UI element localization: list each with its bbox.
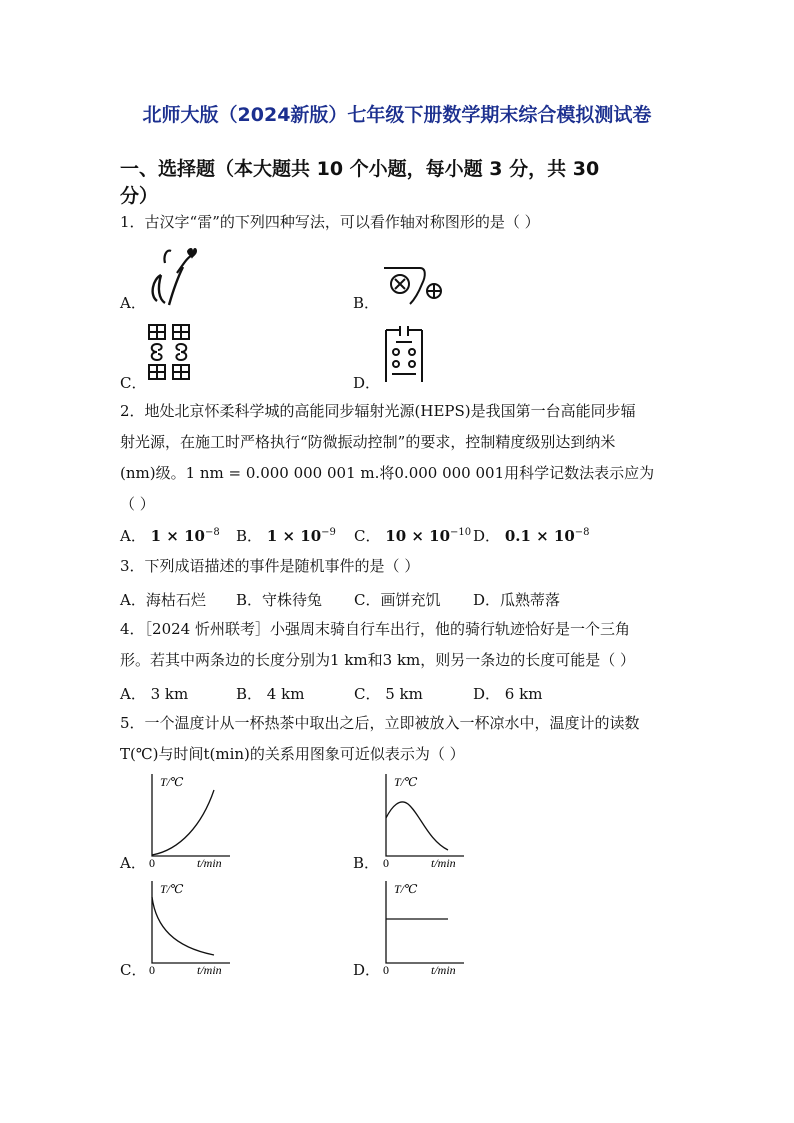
q4-stem [120,614,680,676]
graph-x-label: t/min [197,963,222,977]
graph-curve [386,802,448,850]
graph-origin-label: 0 [149,856,155,870]
q1-stem: 1．古汉字“雷”的下列四种写法，可以看作轴对称图形的是（ ） [120,213,540,231]
q4-option-d: D． 6 km [473,685,543,703]
q2-option-a: A． $1 \times 10^{-8}$ [120,527,220,545]
lei-glyph-b-icon [380,262,446,310]
q3-option-c: C．画饼充饥 [354,591,441,609]
lei-glyph-d-icon [382,322,426,384]
q5-option-b-label: B． [353,854,380,872]
q2-option-c: C． $10 \times 10^{-10}$ [354,527,472,545]
q5-stem-line1: 5．一个温度计从一杯热茶中取出之后，立即被放入一杯凉水中，温度计的读数 [120,714,640,732]
graph-x-label: t/min [431,963,456,977]
page-title: 北师大版（2024新版）七年级下册数学期末综合模拟测试卷 [142,104,652,126]
q2-stem [120,396,680,520]
q2-stem-line1: 2．地处北京怀柔科学城的高能同步辐射光源(HEPS)是我国第一台高能同步辐 [120,402,636,420]
section-heading-line1: 一、选择题（本大题共 10 个小题，每小题 3 分，共 30 [120,158,600,180]
q5-graph-d [374,877,470,977]
q1-option-a-label: A． [120,294,146,312]
q5-option-c-label: C． [120,961,147,979]
q5-graph-c [140,877,236,977]
q2-option-d: D． $0.1 \times 10^{-8}$ [473,527,590,545]
graph-y-label: T/℃ [394,775,418,789]
q5-graph-b [374,770,470,870]
lei-glyph-c-icon [146,322,192,382]
q1-option-d-label: D． [353,374,381,392]
graph-origin-label: 0 [383,856,389,870]
q2-stem-line4: （ ） [120,495,155,513]
q1-option-c-label: C． [120,374,147,392]
section-heading-line2: 分） [120,185,159,207]
q2-stem-line2: 射光源，在施工时严格执行“防微振动控制”的要求，控制精度级别达到纳米 [120,433,616,451]
graph-y-label: T/℃ [160,882,184,896]
q4-stem-line1: 4．［2024 忻州联考］小强周末骑自行车出行，他的骑行轨迹恰好是一个三角 [120,620,630,638]
q4-option-b: B． 4 km [236,685,305,703]
graph-curve [152,790,214,855]
q3-option-d: D．瓜熟蒂落 [473,591,561,609]
q3-option-a: A．海枯石烂 [120,591,206,609]
q5-stem [120,708,680,770]
q4-option-c: C． 5 km [354,685,423,703]
graph-x-label: t/min [431,856,456,870]
graph-origin-label: 0 [383,963,389,977]
lei-glyph-a-icon [143,243,199,309]
graph-origin-label: 0 [149,963,155,977]
q2-stem-line3: (nm)级。1 nm = 0.000 000 001 m.将0.000 000 001用科学记数法表示应为 [120,464,655,482]
q4-stem-line2: 形。若其中两条边的长度分别为1 km和3 km，则另一条边的长度可能是（ ） [120,651,636,669]
q4-option-a: A． 3 km [120,685,189,703]
q5-option-d-label: D． [353,961,381,979]
q1-option-b-label: B． [353,294,380,312]
q5-graph-a [140,770,236,870]
q3-option-b: B．守株待兔 [236,591,323,609]
graph-x-label: t/min [197,856,222,870]
graph-curve [152,897,214,955]
q5-option-a-label: A． [120,854,146,872]
section-heading [120,156,680,210]
graph-y-label: T/℃ [160,775,184,789]
graph-y-label: T/℃ [394,882,418,896]
q2-option-b: B． $1 \times 10^{-9}$ [236,527,336,545]
q3-stem: 3．下列成语描述的事件是随机事件的是（ ） [120,557,420,575]
q5-stem-line2: T(℃)与时间t(min)的关系用图象可近似表示为（ ） [120,745,465,763]
